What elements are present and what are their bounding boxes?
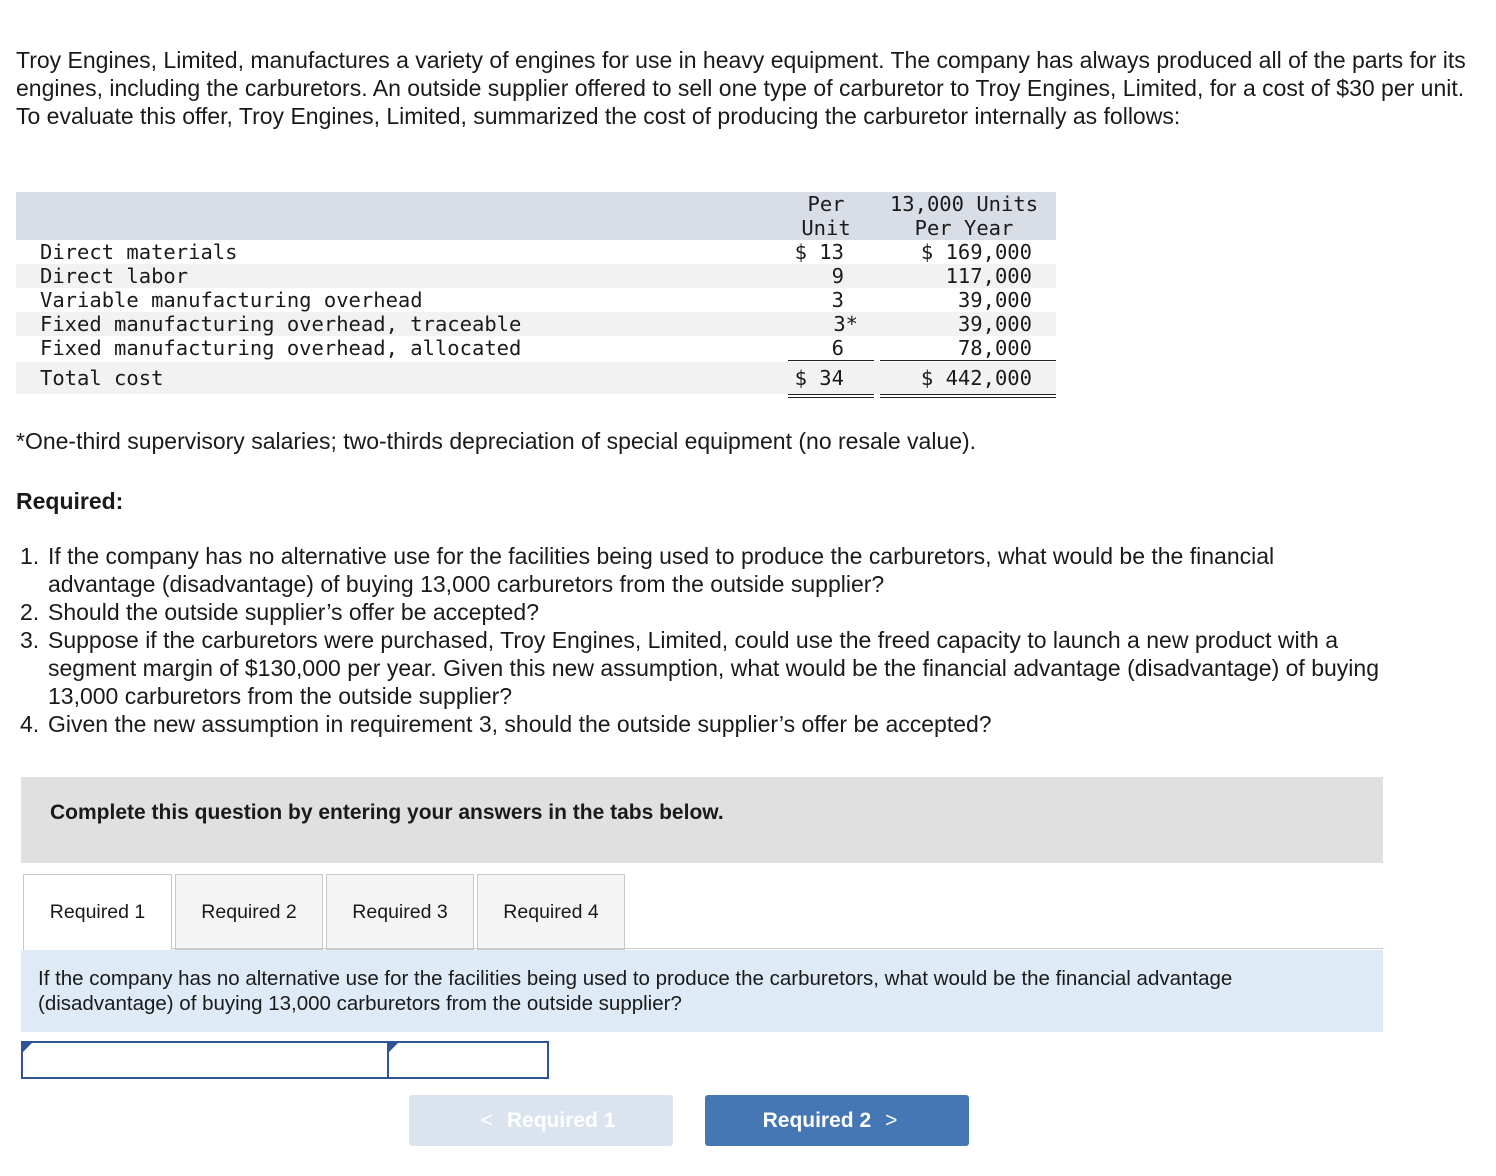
required-heading: Required: — [16, 488, 124, 514]
chevron-left-icon: < — [480, 1109, 493, 1132]
question-panel — [21, 950, 1383, 1032]
requirement-line: advantage (disadvantage) of buying 13,000 carburetors from the outside supplier? — [48, 571, 885, 597]
requirement-line: If the company has no alternative use for the facilities being used to produce the carburetors, what would be the financial — [48, 543, 1275, 569]
next-button-label: Required 2 — [762, 1109, 872, 1132]
header-per-unit-1: Per — [807, 192, 845, 216]
tab-required-1[interactable]: Required 1 — [23, 874, 172, 951]
row-label: Direct labor — [40, 264, 189, 288]
header-per-unit-2: Unit — [801, 216, 851, 240]
instruction-banner — [21, 777, 1383, 863]
requirement-line: Given the new assumption in requirement 3, should the outside supplier’s offer be accepted? — [48, 711, 992, 737]
row-per-unit: 6 — [831, 336, 844, 360]
total-double-rule — [788, 394, 874, 395]
answer-label-input[interactable] — [21, 1041, 389, 1079]
subtotal-rule — [788, 360, 874, 361]
total-double-rule — [880, 394, 1056, 395]
row-per-unit: 3 — [831, 288, 844, 312]
answer-row — [21, 1041, 549, 1079]
requirement-number: 3. — [20, 627, 40, 653]
row-label: Variable manufacturing overhead — [40, 288, 423, 312]
row-per-year: 78,000 — [957, 336, 1032, 360]
requirement-item — [16, 542, 1496, 598]
header-per-year-1: 13,000 Units — [889, 192, 1039, 216]
problem-intro: Troy Engines, Limited, manufactures a variety of engines for use in heavy equipment. The company has always produced all of the parts for its engines, including the carburetors. An outside supplier offered to sell one type of carburetor to Troy Engines, Limited, for a cost of $30 per unit. To evaluate this offer, Troy Engines, Limited, summarized the cost of producing the carburetor internally as follows: — [16, 47, 1466, 129]
row-label: Fixed manufacturing overhead, traceable — [40, 312, 522, 336]
table-row — [16, 264, 1056, 288]
requirement-line: Should the outside supplier’s offer be accepted? — [48, 599, 540, 625]
answer-amount-input[interactable] — [387, 1041, 549, 1079]
row-per-unit: $ 13 — [794, 240, 844, 264]
table-row — [16, 288, 1056, 312]
total-per-year: $ 442,000 — [920, 366, 1032, 390]
dropdown-flag-icon — [389, 1043, 398, 1052]
row-per-year: 39,000 — [957, 312, 1032, 336]
chevron-right-icon: > — [885, 1109, 898, 1132]
row-label: Fixed manufacturing overhead, allocated — [40, 336, 522, 360]
next-button[interactable] — [705, 1095, 969, 1146]
row-per-year: 117,000 — [945, 264, 1032, 288]
table-header — [16, 192, 1056, 240]
total-label: Total cost — [40, 366, 164, 390]
row-per-year: $ 169,000 — [920, 240, 1032, 264]
requirement-number: 1. — [20, 543, 40, 569]
requirement-item — [16, 626, 1496, 710]
prev-button-label: Required 1 — [506, 1109, 616, 1132]
row-per-unit: 9 — [831, 264, 844, 288]
total-row — [16, 362, 1056, 394]
instruction-text: Complete this question by entering your answers in the tabs below. — [50, 801, 724, 824]
requirements-list — [16, 542, 1496, 738]
requirement-number: 2. — [20, 599, 40, 625]
requirement-item — [16, 598, 1496, 626]
table-row — [16, 336, 1056, 360]
dropdown-flag-icon — [23, 1043, 32, 1052]
table-row — [16, 312, 1056, 336]
requirement-number: 4. — [20, 711, 40, 737]
total-double-rule — [788, 397, 874, 398]
footnote: *One-third supervisory salaries; two-thirds depreciation of special equipment (no resale value). — [16, 428, 977, 454]
requirement-line: 13,000 carburetors from the outside supplier? — [48, 683, 513, 709]
prev-button[interactable] — [409, 1095, 673, 1146]
requirement-line: segment margin of $130,000 per year. Given this new assumption, what would be the financial advantage (disadvantage) of buying — [48, 655, 1379, 681]
question-text: If the company has no alternative use for the facilities being used to produce the carburetors, what would be the financial advantage (disadvantage) of buying 13,000 carburetors from the outside supplier? — [38, 967, 1233, 1015]
total-per-unit: $ 34 — [794, 366, 844, 390]
tab-required-3[interactable]: Required 3 — [326, 874, 474, 950]
requirement-line: Suppose if the carburetors were purchased, Troy Engines, Limited, could use the freed capacity to launch a new product with a — [48, 627, 1339, 653]
subtotal-rule — [880, 360, 1056, 361]
total-double-rule — [880, 397, 1056, 398]
tab-required-2[interactable]: Required 2 — [175, 874, 323, 950]
row-per-year: 39,000 — [957, 288, 1032, 312]
row-label: Direct materials — [40, 240, 238, 264]
table-row — [16, 240, 1056, 264]
tab-required-4[interactable]: Required 4 — [477, 874, 625, 950]
header-per-year-2: Per Year — [914, 216, 1014, 240]
tab-divider — [172, 948, 1383, 949]
row-per-unit: 3* — [833, 312, 858, 336]
requirement-item — [16, 710, 1496, 738]
